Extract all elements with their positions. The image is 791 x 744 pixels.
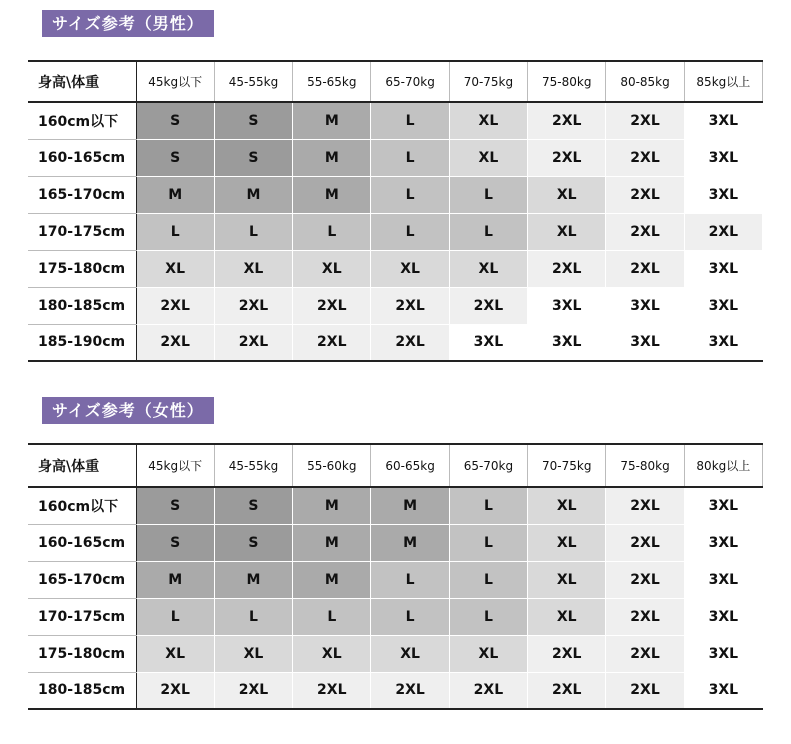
women-size-cell: XL	[293, 635, 371, 672]
men-size-cell: M	[214, 176, 292, 213]
men-size-row	[28, 287, 763, 324]
men-size-cell: L	[293, 213, 371, 250]
men-size-cell: 3XL	[684, 324, 762, 361]
women-size-cell: 2XL	[214, 672, 292, 709]
men-size-cell: 2XL	[606, 139, 684, 176]
women-weight-header: 55-60kg	[293, 444, 371, 487]
men-size-cell: L	[371, 102, 449, 139]
women-size-table	[28, 443, 763, 710]
men-weight-header: 75-80kg	[528, 61, 606, 102]
men-size-cell: 3XL	[684, 250, 762, 287]
men-size-row	[28, 176, 763, 213]
men-size-row	[28, 324, 763, 361]
women-size-cell: 2XL	[606, 524, 684, 561]
men-height-label: 170-175cm	[28, 213, 136, 250]
women-weight-header: 45-55kg	[214, 444, 292, 487]
men-size-cell: 3XL	[684, 139, 762, 176]
women-size-row	[28, 561, 763, 598]
men-size-cell: 3XL	[528, 287, 606, 324]
men-size-cell: 3XL	[684, 287, 762, 324]
men-size-cell: L	[136, 213, 214, 250]
women-size-cell: M	[371, 524, 449, 561]
women-weight-header: 70-75kg	[528, 444, 606, 487]
men-height-label: 160-165cm	[28, 139, 136, 176]
men-size-cell: 2XL	[371, 287, 449, 324]
women-size-cell: L	[136, 598, 214, 635]
men-size-cell: 2XL	[606, 102, 684, 139]
women-height-label: 160-165cm	[28, 524, 136, 561]
women-size-cell: XL	[528, 524, 606, 561]
men-size-cell: 3XL	[684, 176, 762, 213]
women-size-cell: 2XL	[136, 672, 214, 709]
women-size-cell: 2XL	[606, 487, 684, 524]
women-size-cell: 2XL	[606, 561, 684, 598]
men-size-cell: 2XL	[528, 102, 606, 139]
men-size-cell: S	[214, 139, 292, 176]
men-height-label: 175-180cm	[28, 250, 136, 287]
women-size-cell: XL	[528, 598, 606, 635]
women-size-cell: L	[371, 598, 449, 635]
men-size-cell: L	[449, 213, 527, 250]
men-size-row	[28, 250, 763, 287]
women-size-cell: M	[371, 487, 449, 524]
women-header-row	[28, 444, 763, 487]
men-size-cell: XL	[528, 213, 606, 250]
men-size-title: サイズ参考（男性）	[42, 10, 214, 37]
men-weight-header: 85kg以上	[684, 61, 762, 102]
women-size-cell: M	[293, 561, 371, 598]
women-size-cell: M	[293, 524, 371, 561]
women-size-cell: XL	[528, 561, 606, 598]
men-size-cell: XL	[136, 250, 214, 287]
women-size-cell: XL	[136, 635, 214, 672]
women-size-cell: 2XL	[293, 672, 371, 709]
men-size-cell: XL	[449, 139, 527, 176]
women-height-label: 160cm以下	[28, 487, 136, 524]
men-height-label: 160cm以下	[28, 102, 136, 139]
men-size-cell: 2XL	[293, 324, 371, 361]
women-size-cell: 3XL	[684, 672, 762, 709]
women-size-cell: S	[214, 524, 292, 561]
men-size-cell: M	[293, 176, 371, 213]
men-size-cell: 3XL	[606, 324, 684, 361]
men-size-cell: 3XL	[528, 324, 606, 361]
women-size-cell: 2XL	[371, 672, 449, 709]
women-size-cell: S	[136, 524, 214, 561]
men-size-cell: S	[136, 102, 214, 139]
women-size-cell: 2XL	[606, 598, 684, 635]
women-size-cell: 3XL	[684, 487, 762, 524]
men-size-row	[28, 213, 763, 250]
men-weight-header: 80-85kg	[606, 61, 684, 102]
women-size-cell: S	[214, 487, 292, 524]
men-size-cell: 2XL	[528, 139, 606, 176]
men-size-cell: 2XL	[606, 176, 684, 213]
men-size-cell: S	[214, 102, 292, 139]
women-size-cell: S	[136, 487, 214, 524]
men-size-cell: S	[136, 139, 214, 176]
women-size-cell: 2XL	[606, 672, 684, 709]
women-size-cell: L	[214, 598, 292, 635]
men-weight-header: 65-70kg	[371, 61, 449, 102]
women-size-cell: 2XL	[528, 672, 606, 709]
women-size-cell: L	[449, 598, 527, 635]
men-height-label: 185-190cm	[28, 324, 136, 361]
women-size-cell: L	[449, 561, 527, 598]
women-size-cell: M	[214, 561, 292, 598]
men-size-cell: 2XL	[606, 250, 684, 287]
men-size-cell: XL	[214, 250, 292, 287]
men-size-cell: 2XL	[136, 324, 214, 361]
women-size-cell: 2XL	[449, 672, 527, 709]
women-size-cell: 2XL	[606, 635, 684, 672]
women-size-cell: XL	[528, 487, 606, 524]
women-size-cell: L	[293, 598, 371, 635]
women-size-cell: 3XL	[684, 598, 762, 635]
men-weight-header: 45kg以下	[136, 61, 214, 102]
men-size-cell: L	[214, 213, 292, 250]
men-size-cell: M	[293, 102, 371, 139]
women-size-cell: L	[371, 561, 449, 598]
men-size-cell: M	[136, 176, 214, 213]
women-weight-header: 65-70kg	[449, 444, 527, 487]
women-size-cell: L	[449, 524, 527, 561]
women-size-row	[28, 672, 763, 709]
men-weight-header: 45-55kg	[214, 61, 292, 102]
men-size-cell: 2XL	[214, 287, 292, 324]
men-size-cell: 3XL	[684, 102, 762, 139]
women-size-row	[28, 598, 763, 635]
women-size-cell: XL	[214, 635, 292, 672]
men-size-cell: 2XL	[684, 213, 762, 250]
men-weight-header: 70-75kg	[449, 61, 527, 102]
women-size-row	[28, 635, 763, 672]
men-size-cell: M	[293, 139, 371, 176]
women-size-cell: 3XL	[684, 524, 762, 561]
women-size-cell: L	[449, 487, 527, 524]
women-size-cell: XL	[449, 635, 527, 672]
men-size-cell: 2XL	[371, 324, 449, 361]
women-size-cell: XL	[371, 635, 449, 672]
men-height-label: 165-170cm	[28, 176, 136, 213]
men-header-row	[28, 61, 763, 102]
men-size-cell: L	[371, 176, 449, 213]
men-size-cell: 2XL	[528, 250, 606, 287]
men-height-label: 180-185cm	[28, 287, 136, 324]
women-size-row	[28, 524, 763, 561]
women-size-cell: M	[293, 487, 371, 524]
women-size-title: サイズ参考（女性）	[42, 397, 214, 424]
men-weight-header: 55-65kg	[293, 61, 371, 102]
men-size-cell: XL	[449, 250, 527, 287]
men-size-cell: 2XL	[214, 324, 292, 361]
men-size-cell: XL	[528, 176, 606, 213]
men-size-cell: XL	[293, 250, 371, 287]
women-size-cell: M	[136, 561, 214, 598]
men-size-cell: XL	[449, 102, 527, 139]
women-height-label: 175-180cm	[28, 635, 136, 672]
women-height-label: 180-185cm	[28, 672, 136, 709]
women-height-label: 165-170cm	[28, 561, 136, 598]
women-weight-header: 45kg以下	[136, 444, 214, 487]
men-size-cell: 2XL	[136, 287, 214, 324]
women-weight-header: 80kg以上	[684, 444, 762, 487]
men-size-cell: 2XL	[449, 287, 527, 324]
men-size-cell: 3XL	[606, 287, 684, 324]
men-corner-label: 身高\体重	[28, 61, 136, 102]
women-size-cell: 3XL	[684, 561, 762, 598]
men-size-cell: L	[449, 176, 527, 213]
men-size-row	[28, 102, 763, 139]
women-height-label: 170-175cm	[28, 598, 136, 635]
women-weight-header: 75-80kg	[606, 444, 684, 487]
men-size-cell: 3XL	[449, 324, 527, 361]
men-size-cell: 2XL	[293, 287, 371, 324]
women-size-row	[28, 487, 763, 524]
women-corner-label: 身高\体重	[28, 444, 136, 487]
men-size-cell: L	[371, 139, 449, 176]
women-size-cell: 2XL	[528, 635, 606, 672]
men-size-table	[28, 60, 763, 362]
men-size-cell: 2XL	[606, 213, 684, 250]
men-size-cell: L	[371, 213, 449, 250]
men-size-row	[28, 139, 763, 176]
men-size-cell: XL	[371, 250, 449, 287]
women-weight-header: 60-65kg	[371, 444, 449, 487]
women-size-cell: 3XL	[684, 635, 762, 672]
